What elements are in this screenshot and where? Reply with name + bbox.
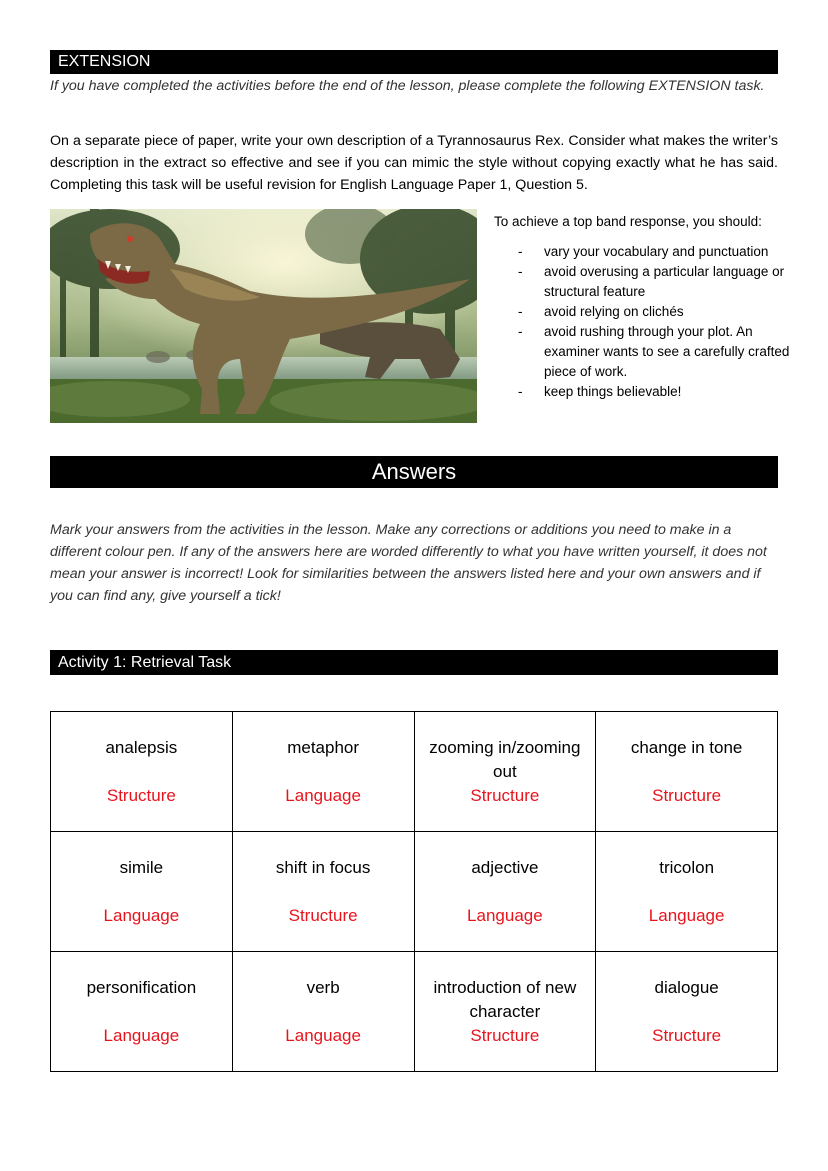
category: Language <box>285 786 361 805</box>
term: change in tone <box>630 738 743 757</box>
tips-list <box>494 242 804 402</box>
tip-text: keep things believable! <box>544 384 682 399</box>
term: simile <box>119 858 164 877</box>
tip-text: avoid rushing through your plot. An examiner wants to see a carefully crafted piece of work. <box>544 324 790 379</box>
table-cell <box>232 952 414 1072</box>
term: tricolon <box>659 858 715 877</box>
term: metaphor <box>287 738 360 757</box>
table-cell <box>51 952 233 1072</box>
table-cell <box>232 832 414 952</box>
answers-heading: Answers <box>50 456 778 488</box>
tip-text: avoid overusing a particular language or structural feature <box>544 264 785 299</box>
table-cell <box>414 832 596 952</box>
term: analepsis <box>105 738 178 757</box>
category: Language <box>103 1026 180 1045</box>
category: Structure <box>652 1026 722 1045</box>
tips-intro: To achieve a top band response, you should: <box>494 214 762 229</box>
table-cell <box>596 832 778 952</box>
retrieval-task-table <box>50 711 778 1072</box>
tyrannosaurus-image <box>50 209 477 423</box>
category: Structure <box>470 1026 540 1045</box>
table-row <box>51 832 778 952</box>
table-cell <box>51 832 233 952</box>
table-cell <box>51 712 233 832</box>
extension-task-text: On a separate piece of paper, write your own description of a Tyrannosaurus Rex. Consider what makes the writer’s description in the extract so effective and see if you can mimic the style without copying exactly what he has said. Completing this task will be useful revision for English Language Paper 1, Question 5. <box>50 133 778 193</box>
category: Structure <box>288 906 358 925</box>
tip-text: avoid relying on clichés <box>544 304 684 319</box>
top-band-tips <box>494 212 804 402</box>
term: introduction of new character <box>433 978 577 1021</box>
answers-note: Mark your answers from the activities in the lesson. Make any corrections or additions you need to make in a different colour pen. If any of the answers here are worded differently to what you have written yourself, it does not mean your answer is incorrect! Look for similarities between the answers listed here and your own answers and if you can find any, give yourself a tick! <box>50 522 767 604</box>
category: Language <box>648 906 725 925</box>
table-row <box>51 952 778 1072</box>
tip-text: vary your vocabulary and punctuation <box>544 244 769 259</box>
category: Structure <box>106 786 176 805</box>
category: Language <box>467 906 543 925</box>
category: Structure <box>470 786 540 805</box>
table-cell <box>414 712 596 832</box>
category: Structure <box>652 786 722 805</box>
activity-1-heading: Activity 1: Retrieval Task <box>50 650 778 675</box>
extension-note: If you have completed the activities before the end of the lesson, please complete the following EXTENSION task. <box>50 78 765 94</box>
term: shift in focus <box>275 858 371 877</box>
term: adjective <box>471 858 539 877</box>
table-row <box>51 712 778 832</box>
term: dialogue <box>654 978 719 997</box>
tip-item: - vary your vocabulary and punctuation <box>518 244 769 259</box>
tip-item: - avoid relying on clichés <box>518 304 684 319</box>
extension-heading: EXTENSION <box>50 50 778 74</box>
term: zooming in/zooming out <box>429 738 581 781</box>
tip-item: - keep things believable! <box>518 384 682 399</box>
term: verb <box>306 978 340 997</box>
tip-item: - avoid rushing through your plot. An examiner wants to see a carefully crafted piece of work. <box>518 324 790 379</box>
category: Language <box>285 1026 361 1045</box>
term: personification <box>86 978 197 997</box>
category: Language <box>103 906 180 925</box>
table-cell <box>596 712 778 832</box>
tip-item: - avoid overusing a particular language or structural feature <box>518 264 785 299</box>
table-cell <box>414 952 596 1072</box>
table-cell <box>232 712 414 832</box>
table-cell <box>596 952 778 1072</box>
